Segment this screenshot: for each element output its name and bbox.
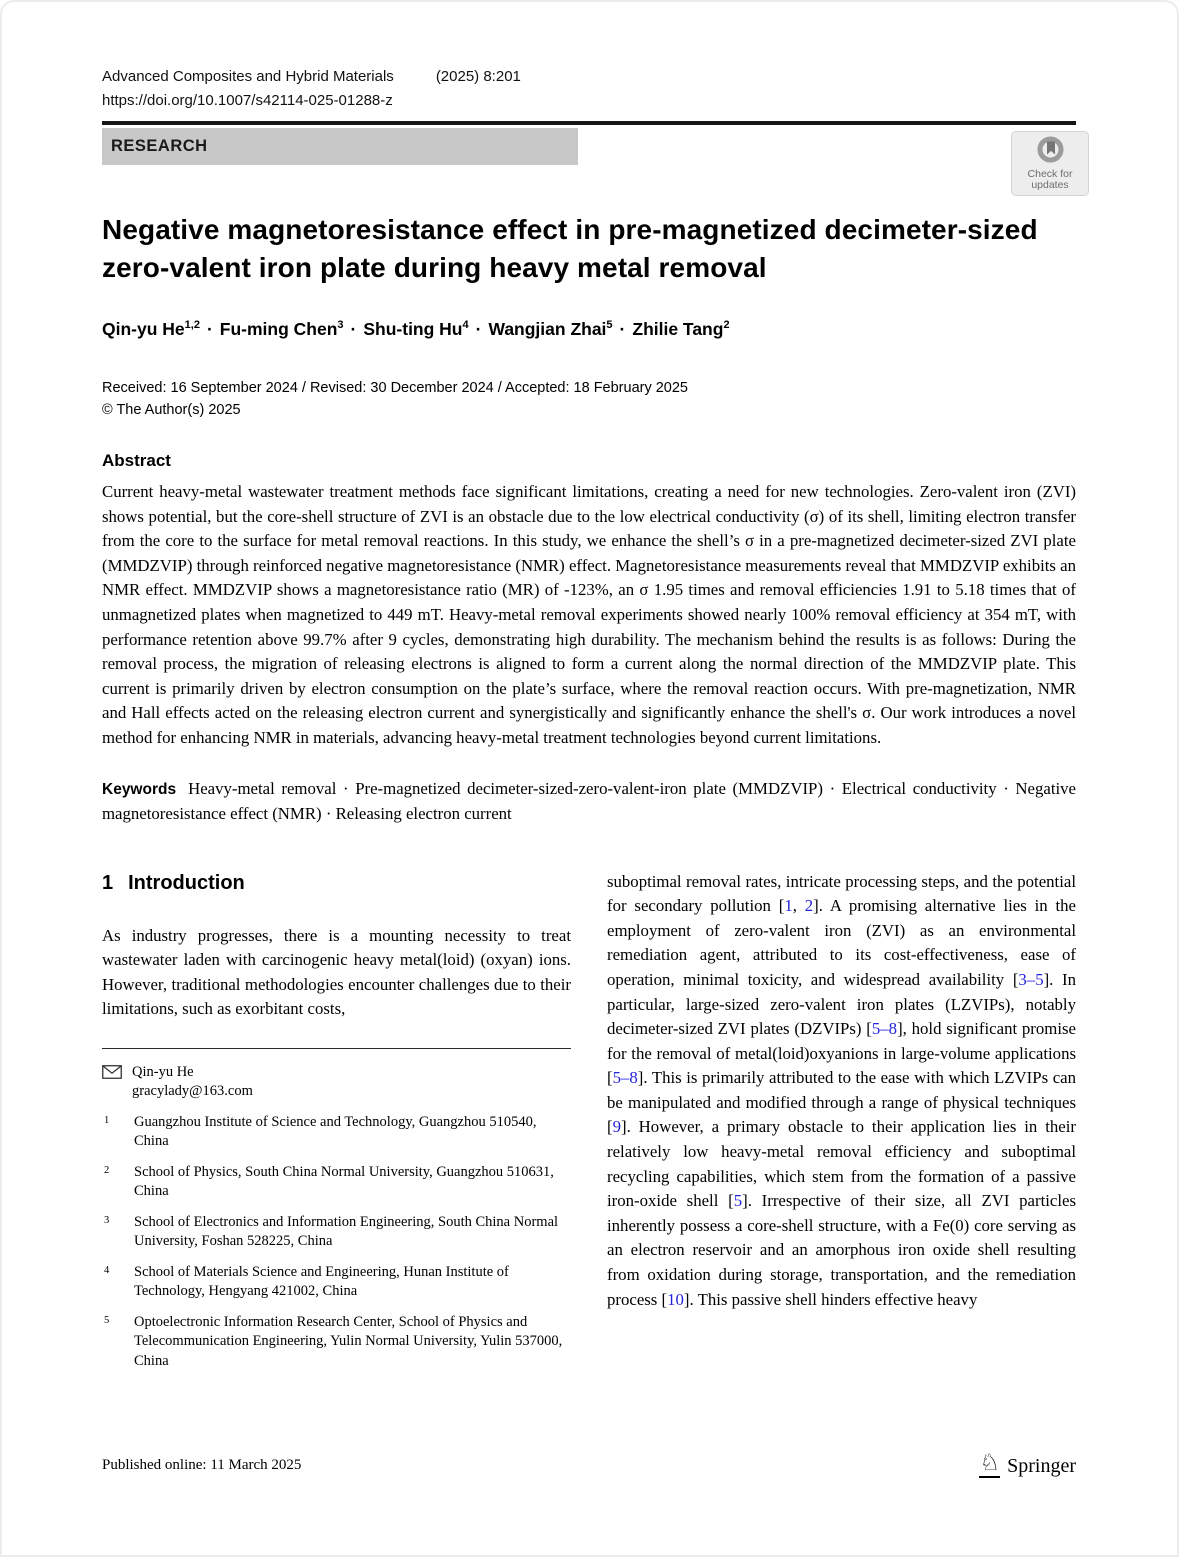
corresponding-author-name: Qin-yu He [132,1063,194,1080]
author-affiliation-sup: 2 [723,319,730,332]
author-separator: · [619,319,626,339]
author-affiliation-sup: 5 [606,319,613,332]
page-title: Negative magnetoresistance effect in pre-magnetized decimeter-sized zero-valent iron plate during heavy metal removal [102,214,1038,283]
citation-link[interactable]: 2 [804,896,814,916]
keywords-block [102,776,1076,826]
affiliation-text: Guangzhou Institute of Science and Technology, Guangzhou 510540, China [134,1113,537,1150]
citation-link[interactable]: 10 [667,1289,684,1309]
citation-link[interactable]: 5 [733,1191,743,1211]
author-name: Zhilie Tang$^2$ [632,319,730,339]
check-updates-line2: updates [1031,179,1069,191]
affiliation-item [102,1313,571,1372]
citation-link[interactable]: 5–8 [612,1068,638,1088]
research-banner [102,128,578,165]
author-affiliation-sup: 3 [337,319,344,332]
author-line [102,319,1076,340]
publisher-logo [979,1452,1076,1478]
correspondence-text [132,1063,253,1102]
two-column-section [102,870,1076,1372]
affiliations [102,1113,571,1372]
page-footer [102,1452,1076,1478]
dates-block [102,377,1076,421]
abstract-text: Current heavy-metal wastewater treatment methods face significant limitations, creating a need for new technologies. Zero-valent iron (ZVI) shows potential, but the core-shell structure of ZVI is an obstacle due to the low electrical conductivity (σ) of its shell, limiting electron transfer from the core to the surface for metal removal reactions. In this study, we enhance the shell’s σ in a pre-magnetized decimeter-sized ZVI plate (MMDZVIP) through reinforced negative magnetoresistance (NMR) effect. Magnetoresistance measurements reveal that MMDZVIP exhibits an NMR effect. MMDZVIP shows a magnetoresistance ratio (MR) of -123%, an σ 1.95 times and removal efficiencies 1.91 to 5.18 times that of unmagnetized plates when magnetized to 449 mT. Heavy-metal removal experiments showed nearly 100% removal efficiency at 354 mT, with performance retention above 99.7% after 9 cycles, demonstrating high durability. The mechanism behind the results is as follows: During the removal process, the migration of releasing electrons is aligned to form a current along the normal direction of the MMDZVIP plate. This current is primarily driven by electron consumption on the plate’s surface, where the removal reaction occurs. With pre-magnetization, NMR and Hall effects acted on the releasing electron current and synergistically and significantly enhance the shell's σ. Our work introduces a novel method for enhancing NMR in materials, advancing heavy-metal treatment technologies beyond current limitations. [102,482,1076,747]
affiliation-text: School of Electronics and Information Engineering, South China Normal University, Foshan 528225, China [134,1213,559,1250]
citation-link[interactable]: 1 [784,896,793,916]
affiliation-item [102,1213,571,1252]
check-updates-label [1028,169,1073,192]
header-rule [102,121,1076,125]
email-icon [102,1063,132,1102]
springer-knight-icon: ♘ [979,1450,1001,1476]
author-name: Wangjian Zhai$^5$ [488,319,613,339]
section-title: Introduction [128,871,245,894]
doi-text: https://doi.org/10.1007/s42114-025-01288-z [102,92,393,109]
affiliation-text: School of Materials Science and Engineering, Hunan Institute of Technology, Hengyang 421002, China [134,1263,509,1300]
article-type-label: RESEARCH [111,137,208,155]
citation-link[interactable]: 9 [612,1117,621,1137]
check-updates-line1: Check for [1027,167,1073,180]
author-separator: · [350,319,357,339]
abstract-heading: Abstract [102,451,171,470]
footnote-block [102,1048,571,1372]
paragraph-text: ], hold significant promise for the removal of metal(loid)oxyanions in large-volume applications [ [607,1019,1076,1088]
paragraph-text: ]. However, a primary obstacle to their application lies in their relatively low heavy-metal removal efficiency and suboptimal recycling capabilities, which stem from the formation of a passive iron-oxide shell [ [607,1117,1076,1211]
affiliation-number: 3 [104,1214,110,1226]
keywords-text: Heavy-metal removal · Pre-magnetized decimeter-sized-zero-valent-iron plate (MMDZVIP) · Electrical conductivity · Negative magnetoresistance effect (NMR) · Releasing electron current [102,778,1076,823]
affiliation-number: 1 [104,1114,110,1126]
intro-paragraph-left: As industry progresses, there is a mounting necessity to treat wastewater laden with carcinogenic heavy metal(loid) (oxyan) ions. However, traditional methodologies encounter challenges due to their limitations, such as exorbitant costs, [102,925,571,1019]
journal-title: Advanced Composites and Hybrid Materials [102,68,394,85]
intro-paragraph-right [607,870,1076,1313]
check-updates-badge[interactable] [1011,131,1089,196]
left-column [102,870,571,1372]
check-updates-icon [1037,136,1064,168]
paragraph-text: ]. Irrespective of their size, all ZVI particles inherently possess a core-shell structure, with a Fe(0) core serving as an electron reservoir and an amorphous iron oxide shell resulting from oxidation during storage, transportation, and the remediation process [ [607,1191,1077,1309]
received-line: Received: 16 September 2024 / Revised: 30 December 2024 / Accepted: 18 February 2025 [102,380,688,396]
paragraph-text: suboptimal removal rates, intricate processing steps, and the potential for secondary pollution [ [607,871,1076,916]
author-name: Fu-ming Chen$^3$ [219,319,344,339]
copyright-line: © The Author(s) 2025 [102,402,241,418]
publisher-name: Springer [1007,1455,1076,1477]
affiliation-number: 5 [104,1314,110,1326]
affiliation-text: School of Physics, South China Normal University, Guangzhou 510631, China [134,1163,554,1200]
citation-link[interactable]: 3–5 [1018,969,1044,989]
paragraph-text: ]. This is primarily attributed to the ease with which LZVIPs can be manipulated and modified through a range of physical techniques [ [607,1068,1076,1137]
affiliation-item [102,1113,571,1152]
paragraph-text: , [792,896,805,916]
affiliation-item [102,1163,571,1202]
corresponding-author-email: gracylady@163.com [132,1083,253,1100]
affiliation-item [102,1263,571,1302]
author-name: Qin-yu He$^{1,2}$ [102,319,200,339]
paragraph-text: ]. In particular, large-sized zero-valent iron plates (LZVIPs), notably decimeter-sized ZVI plates (DZVIPs) [ [607,969,1076,1039]
author-separator: · [475,319,482,339]
correspondence-block [102,1063,571,1102]
paragraph-text: ]. This passive shell hinders effective heavy [683,1289,978,1309]
paragraph-text: ]. A promising alternative lies in the employment of zero-valent iron (ZVI) as an environmental remediation agent, attributed to its cost-effectiveness, ease of operation, minimal toxicity, and widespread availability [ [607,896,1077,989]
section-heading-introduction [102,870,571,896]
journal-header [102,66,1076,87]
author-affiliation-sup: 1,2 [184,319,200,332]
affiliation-number: 2 [104,1164,110,1176]
keywords-label: Keywords [102,780,177,798]
author-separator: · [206,319,213,339]
published-online-text: Published online: 11 March 2025 [102,1456,302,1473]
affiliation-text: Optoelectronic Information Research Center, School of Physics and Telecommunication Engineering, Yulin Normal University, Yulin 537000, China [134,1313,563,1369]
author-affiliation-sup: 4 [462,319,469,332]
citation-link[interactable]: 5–8 [871,1019,898,1039]
author-name: Shu-ting Hu$^4$ [363,319,469,339]
right-column [607,870,1076,1372]
section-number: 1 [102,871,114,894]
journal-citation: (2025) 8:201 [435,68,521,85]
affiliation-number: 4 [104,1264,110,1276]
